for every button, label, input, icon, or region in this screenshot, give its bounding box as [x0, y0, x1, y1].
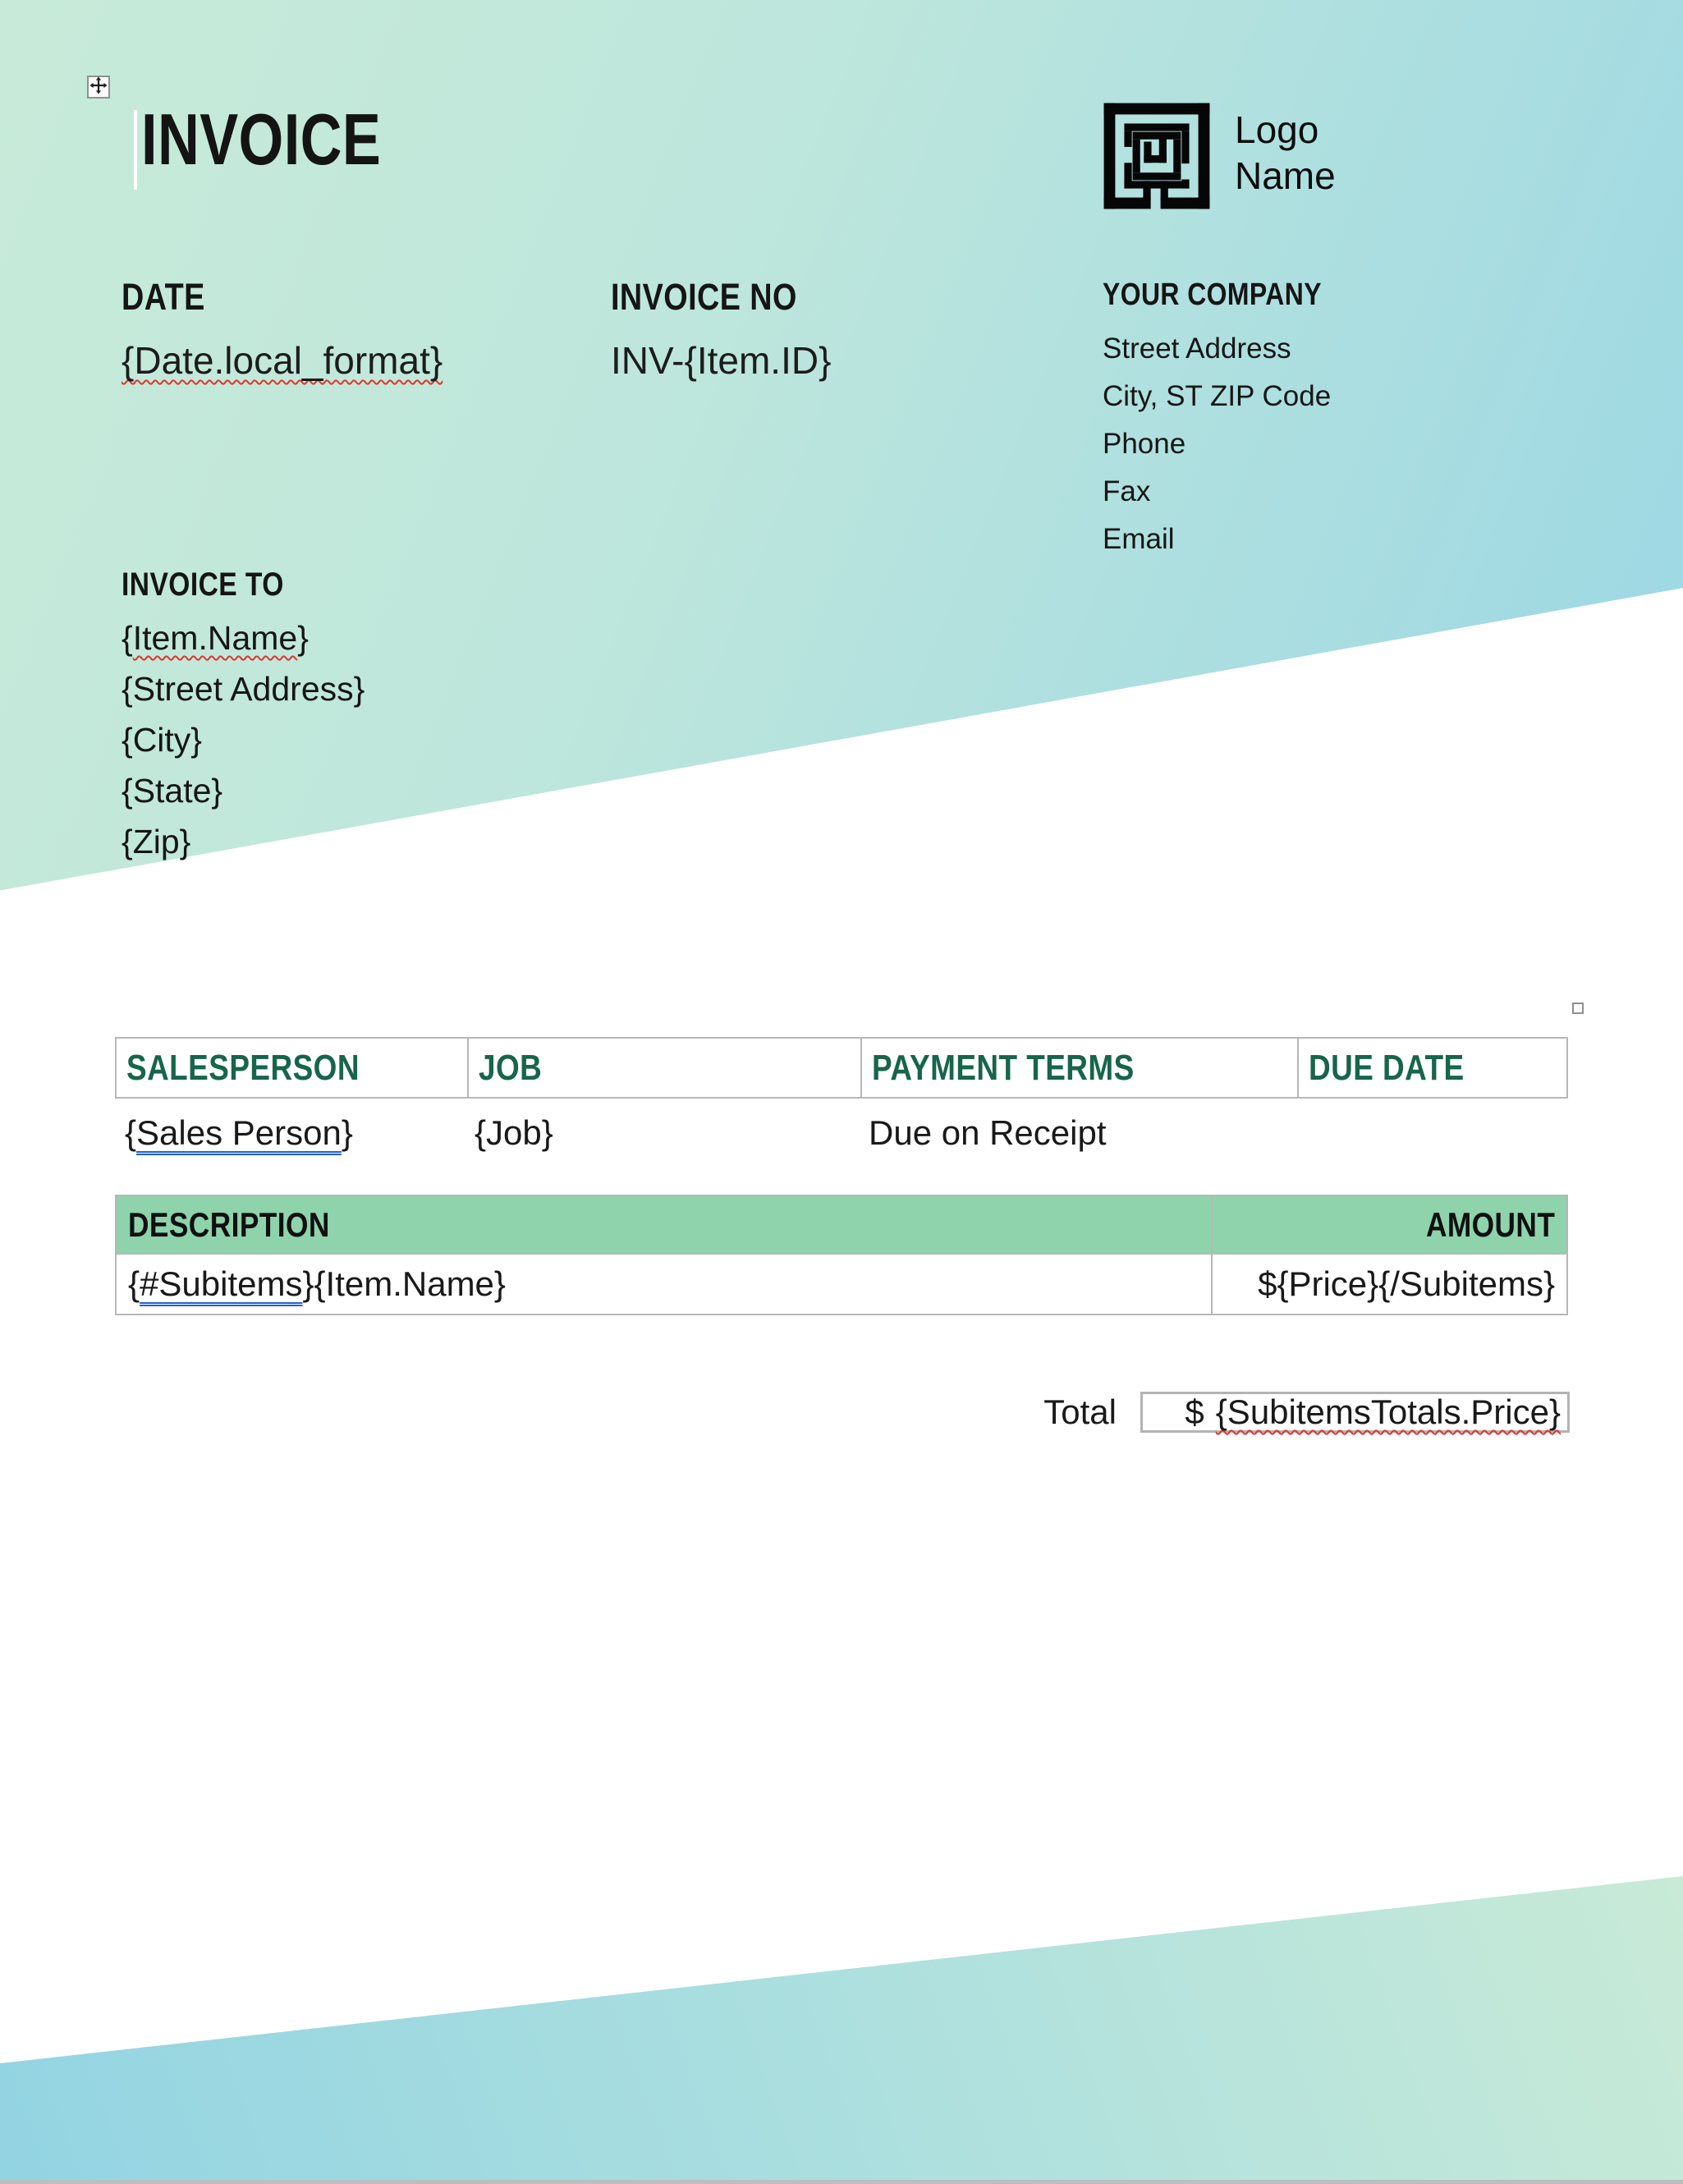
invoice-to-name-field: Item.Name	[132, 619, 298, 657]
total-label-text: Total	[1043, 1393, 1117, 1431]
move-icon	[89, 76, 108, 99]
total-value-text: {SubitemsTotals.Price}	[1215, 1393, 1561, 1431]
invoice-to-city[interactable]: {City}	[122, 721, 202, 759]
company-fax[interactable]: Fax	[1103, 475, 1151, 507]
sales-table-header-row[interactable]	[115, 1037, 1568, 1099]
items-header-description[interactable]	[117, 1196, 1213, 1253]
logo-name[interactable]	[1235, 107, 1336, 199]
company-address-block[interactable]	[1103, 325, 1331, 563]
invoice-to-block[interactable]	[122, 613, 365, 867]
total-value-box[interactable]	[1140, 1392, 1570, 1433]
date-field-text: {Date.local_format}	[122, 339, 443, 382]
item-amount-text: ${Price}{/Subitems}	[1258, 1264, 1555, 1303]
logo-name-line1: Logo	[1235, 108, 1319, 151]
text-cursor-caret	[134, 110, 137, 190]
date-field[interactable]	[122, 338, 443, 383]
sales-header-due-date-text: DUE DATE	[1309, 1047, 1465, 1088]
subitems-close-brace: }	[302, 1264, 314, 1303]
company-section-label[interactable]	[1103, 278, 1364, 313]
invoice-to-state[interactable]: {State}	[122, 772, 223, 810]
invoice-to-street[interactable]: {Street Address}	[122, 670, 365, 708]
items-header-amount-text: AMOUNT	[1425, 1204, 1555, 1244]
salesperson-open-brace: {	[125, 1113, 137, 1152]
payment-terms-value[interactable]	[869, 1113, 1107, 1153]
invoice-no-field[interactable]	[611, 338, 831, 383]
logo-name-line2: Name	[1235, 154, 1336, 197]
sales-header-salesperson[interactable]	[117, 1039, 469, 1097]
company-street[interactable]: Street Address	[1103, 333, 1291, 365]
subitems-field-text: #Subitems	[140, 1264, 303, 1303]
invoice-no-label-text: INVOICE NO	[611, 276, 797, 318]
total-label[interactable]	[969, 1392, 1117, 1433]
bottom-gradient-shape	[0, 1872, 1683, 2184]
invoice-no-label[interactable]	[611, 276, 832, 319]
logo-icon[interactable]	[1100, 99, 1213, 213]
invoice-to-zip[interactable]: {Zip}	[122, 823, 191, 860]
sales-header-due-date[interactable]	[1299, 1039, 1566, 1097]
date-label[interactable]	[122, 276, 221, 319]
items-header-amount[interactable]	[1213, 1196, 1566, 1253]
company-city[interactable]: City, ST ZIP Code	[1103, 380, 1332, 412]
item-amount-cell[interactable]	[1213, 1255, 1566, 1314]
salesperson-field[interactable]	[125, 1113, 353, 1153]
page-bottom-edge	[0, 2180, 1683, 2184]
job-field[interactable]	[475, 1113, 553, 1153]
page-title-text: INVOICE	[141, 99, 382, 180]
company-section-label-text: YOUR COMPANY	[1103, 278, 1322, 312]
salesperson-close-brace: }	[341, 1113, 353, 1152]
total-currency-symbol: $	[1185, 1393, 1204, 1431]
job-field-text: {Job}	[475, 1113, 553, 1152]
invoice-no-field-text: INV-{Item.ID}	[611, 339, 832, 382]
sales-header-salesperson-text: SALESPERSON	[126, 1047, 360, 1088]
sales-header-job-text: JOB	[479, 1047, 543, 1088]
company-phone[interactable]: Phone	[1103, 428, 1186, 460]
items-table-header-row[interactable]	[115, 1195, 1568, 1255]
invoice-to-name-close-brace: }	[297, 619, 309, 657]
sales-header-job[interactable]	[469, 1039, 862, 1097]
items-table-data-row[interactable]	[115, 1255, 1568, 1315]
invoice-to-name-open-brace: {	[122, 619, 133, 657]
table-resize-handle-icon[interactable]	[1572, 1003, 1584, 1014]
date-label-text: DATE	[122, 276, 205, 318]
object-move-handle[interactable]	[87, 76, 110, 99]
page-title[interactable]	[141, 99, 441, 180]
item-name-field-text: {Item.Name}	[314, 1264, 506, 1303]
sales-header-payment-terms[interactable]	[862, 1039, 1299, 1097]
company-email[interactable]: Email	[1103, 523, 1175, 555]
sales-header-payment-terms-text: PAYMENT TERMS	[872, 1047, 1135, 1088]
invoice-to-label[interactable]	[122, 567, 314, 603]
items-header-description-text: DESCRIPTION	[128, 1204, 330, 1244]
payment-terms-value-text: Due on Receipt	[869, 1113, 1107, 1152]
subitems-open-brace: {	[128, 1264, 140, 1303]
invoice-to-label-text: INVOICE TO	[122, 567, 284, 603]
item-description-cell[interactable]	[117, 1255, 1213, 1314]
salesperson-field-text: Sales Person	[136, 1113, 342, 1152]
invoice-to-name[interactable]	[122, 613, 365, 663]
